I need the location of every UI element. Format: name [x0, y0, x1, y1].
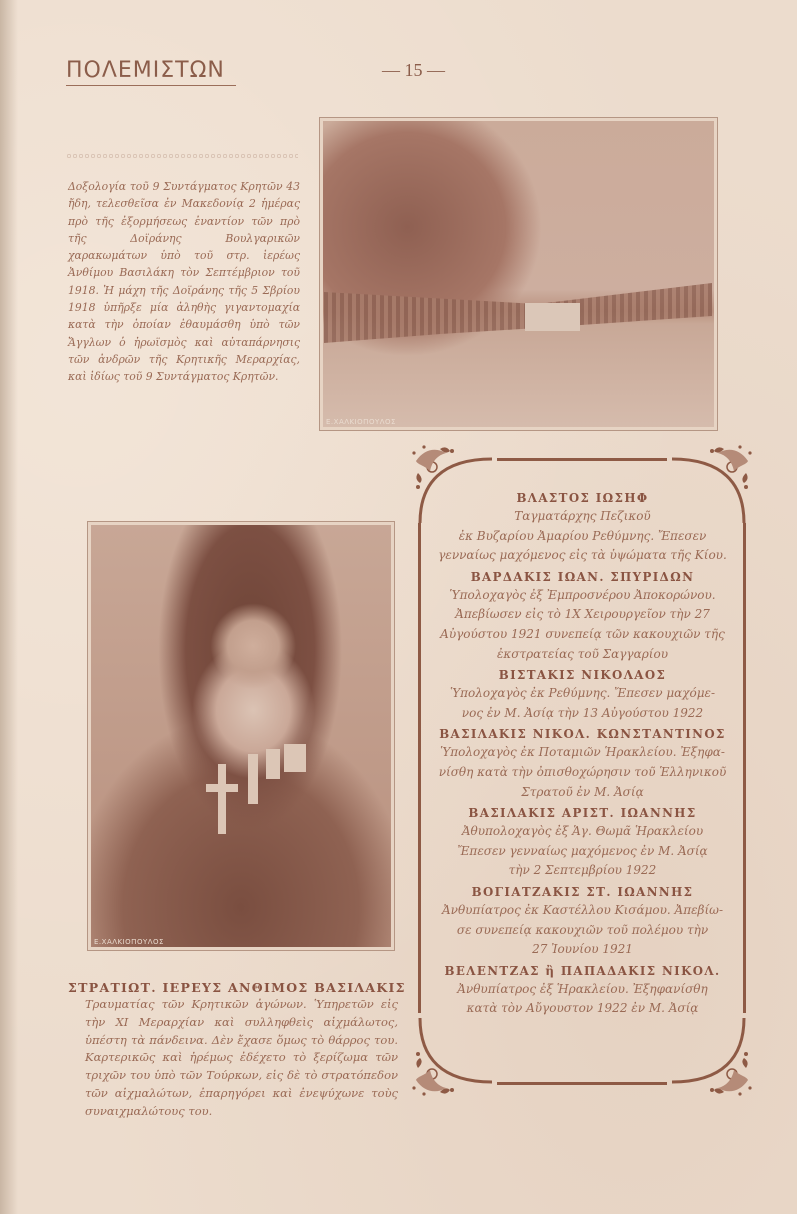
- entry-line: 27 Ἰουνίου 1921: [532, 942, 633, 957]
- entry-line: Ἔπεσεν γενναίως μαχόμενος ἐν Μ. Ἀσίᾳ: [457, 843, 708, 858]
- entry-name: ΒΙΣΤΑΚΙΣ ΝΙΚΟΛΑΟΣ: [498, 668, 667, 683]
- entry-line: ἐκστρατείας τοῦ Σαγγαρίου: [496, 646, 668, 661]
- entry-line: Στρατοῦ ἐν Μ. Ἀσίᾳ: [521, 784, 644, 799]
- entry-name: ΒΑΣΙΛΑΚΙΣ ΑΡΙΣΤ. ΙΩΑΝΝΗΣ: [468, 806, 697, 821]
- entry-name: ΒΑΣΙΛΑΚΙΣ ΝΙΚΟΛ. ΚΩΝΣΤΑΝΤΙΝΟΣ: [439, 727, 726, 742]
- entry-line: Ἀνθυπίατρος ἐκ Καστέλλου Κισάμου. Ἀπεβίω-: [441, 902, 724, 917]
- book-spine-shadow: [0, 0, 18, 1214]
- page-number: — 15 —: [382, 60, 445, 80]
- entry-line: γενναίως μαχόμενος εἰς τὰ ὑψώματα τῆς Κίου.: [438, 548, 727, 563]
- frame-rule-left: [418, 523, 421, 1013]
- entry-line: Ἀνθυπίατρος ἐξ Ἡρακλείου. Ἐξηφανίσθη: [457, 981, 708, 996]
- entry-line: σε συνεπείᾳ κακουχιῶν τοῦ πολέμου τὴν: [456, 922, 709, 937]
- entry-line: Ταγματάρχης Πεζικοῦ: [514, 509, 651, 523]
- priest-biography: Τραυματίας τῶν Κρητικῶν ἀγώνων. Ὑπηρετῶν εἰς τὴν XI Μεραρχίαν καὶ συλληφθεὶς αἰχμάλωτος, ὑπέστη τὰ πάνδεινα. Δὲν ἔχασε ὅμως τὸ θάρρος του. Καρτερικῶς καὶ ἠρέμως ἐδέχετο τὸ ξερίζωμα τῶν τριχῶν του ὑπὸ τῶν Τούρκων, εἰς δὲ τὸ στρατόπεδον τῶν αἰχμαλώτων, ἐπαρηγόρει καὶ ἐνεψύχωνε τοὺς συναιχμαλώτους του.: [85, 997, 398, 1118]
- ornament-corner-icon: [672, 1018, 752, 1098]
- memorial-entry: [425, 964, 740, 1019]
- memorial-entry: [425, 491, 740, 566]
- ceremony-photo: [319, 117, 718, 431]
- ornament-corner-icon: [412, 1018, 492, 1098]
- frame-rule-bottom: [497, 1082, 667, 1085]
- soldiers-line: [324, 283, 712, 343]
- frame-rule-right: [743, 523, 746, 1013]
- memorial-entry: [425, 570, 740, 664]
- running-head: ΠΟΛΕΜΙΣΤΩΝ: [66, 58, 236, 86]
- entry-line: Ὑπολοχαγὸς ἐκ Ποταμιῶν Ἡρακλείου. Ἐξηφα-: [440, 745, 725, 760]
- decorative-wavy-rule: [66, 153, 298, 159]
- entry-line: Ἀθυπολοχαγὸς ἐξ Ἁγ. Θωμᾶ Ἡρακλείου: [461, 824, 704, 839]
- entry-name: ΒΕΛΕΝΤΖΑΣ ἢ ΠΑΠΑΔΑΚΙΣ ΝΙΚΟΛ.: [444, 963, 721, 978]
- memorial-list: [425, 487, 740, 1023]
- entry-line: Αὐγούστου 1921 συνεπείᾳ τῶν κακουχιῶν τῆς: [440, 626, 725, 641]
- portrait-caption: [68, 980, 406, 1121]
- memorial-entry: [425, 668, 740, 723]
- entry-line: νίσθη κατὰ τὴν ὀπισθοχώρησιν τοῦ Ἑλληνικοῦ: [438, 764, 727, 779]
- entry-line: ἐκ Βυζαρίου Ἀμαρίου Ρεθύμνης. Ἔπεσεν: [458, 528, 707, 543]
- memorial-entry: [425, 727, 740, 802]
- frame-rule-top: [497, 458, 667, 461]
- medals-and-cross: [214, 744, 314, 834]
- entry-line: νος ἐν Μ. Ἀσίᾳ τὴν 13 Αὐγούστου 1922: [461, 705, 704, 720]
- photo-credit: Ε.ΧΑΛΚΙΟΠΟΥΛΟΣ: [326, 418, 396, 426]
- entry-name: ΒΟΓΙΑΤΖΑΚΙΣ ΣΤ. ΙΩΑΝΝΗΣ: [471, 884, 694, 899]
- memorial-entry: [425, 885, 740, 960]
- entry-line: κατὰ τὸν Αὔγουστον 1922 ἐν Μ. Ἀσίᾳ: [466, 1001, 699, 1016]
- altar-table: [525, 303, 580, 331]
- entry-line: Ἀπεβίωσεν εἰς τὸ 1Χ Χειρουργεῖον τὴν 27: [455, 607, 710, 622]
- priest-name: ΣΤΡΑΤΙΩΤ. ΙΕΡΕΥΣ ΑΝΘΙΜΟΣ ΒΑΣΙΛΑΚΙΣ: [68, 980, 406, 995]
- ceremony-caption: Δοξολογία τοῦ 9 Συντάγματος Κρητῶν 43 ἤδη, τελεσθεῖσα ἐν Μακεδονίᾳ 2 ἡμέρας πρὸ τῆς ἐξορμήσεως ἐναντίον τῶν πρὸ τῆς Δοϊράνης Βουλγαρικῶν χαρακωμάτων ὑπὸ τοῦ στρ. ἱερέως Ἀνθίμου Βασιλάκη τὸν Σεπτέμβριον τοῦ 1918. Ἡ μάχη τῆς Δοϊράνης τῆς 5 Σβρίου 1918 ὑπῆρξε μία ἀληθὴς γιγαντομαχία κατὰ τὴν ὁποίαν ἐθαυμάσθη ὑπὸ τῶν Ἄγγλων ὁ ἡρωϊσμὸς καὶ αὐταπάρνησις τῶν ἀνδρῶν τῆς Κρητικῆς Μεραρχίας, καὶ ἰδίως τοῦ 9 Συντάγματος Κρητῶν.: [68, 180, 300, 384]
- entry-name: ΒΛΑΣΤΟΣ ΙΩΣΗΦ: [516, 491, 649, 505]
- entry-line: τὴν 2 Σεπτεμβρίου 1922: [508, 863, 657, 878]
- memorial-entry: [425, 806, 740, 881]
- priest-portrait-photo: [87, 521, 395, 951]
- entry-name: ΒΑΡΔΑΚΙΣ ΙΩΑΝ. ΣΠΥΡΙΔΩΝ: [470, 569, 695, 584]
- entry-line: Ὑπολοχαγὸς ἐξ Ἐμπροσνέρου Ἀποκορώνου.: [449, 587, 716, 602]
- entry-line: Ὑπολοχαγὸς ἐκ Ρεθύμνης. Ἔπεσεν μαχόμε-: [449, 686, 716, 701]
- photo-credit: Ε.ΧΑΛΚΙΟΠΟΥΛΟΣ: [94, 938, 164, 946]
